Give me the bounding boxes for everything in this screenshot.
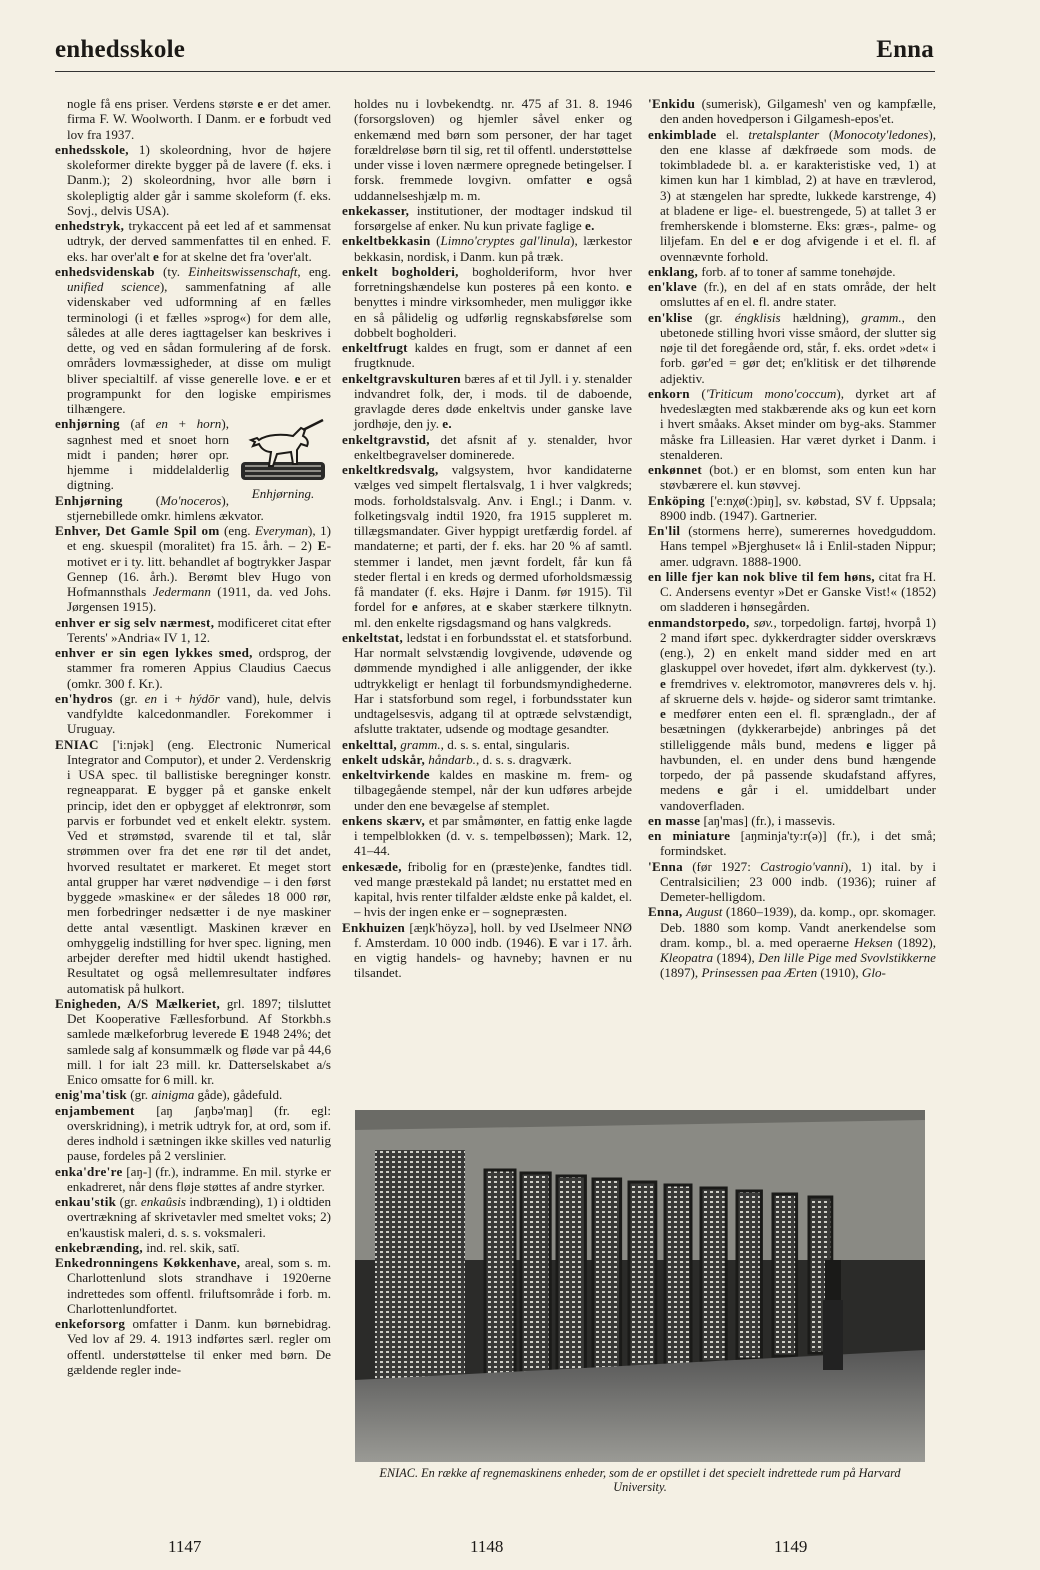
dictionary-entry [648,813,936,828]
dictionary-entry [55,1316,331,1377]
entry-headword: e [717,782,724,798]
entry-italic-text: gramm. [397,736,441,752]
entry-headword: e [259,111,266,127]
entry-headword: enig'ma'tisk [55,1087,127,1103]
entry-text: , eng. [297,263,331,279]
entry-headword: en'klise [648,309,693,325]
entry-headword: Enkedronningens Køkkenhave, [55,1255,241,1270]
dictionary-entry [342,630,632,737]
entry-text: ), sagnhest med et snoet horn midt i panden; hører opr. hjemme i middelalderlig digtning. [67,416,229,493]
entry-headword: enkesæde, [342,858,402,874]
dictionary-entry [55,996,331,1088]
entry-headword: e [866,736,873,752]
entry-text: (1894), [713,950,759,965]
dictionary-entry [648,523,936,569]
entry-text: var i 17. årh. en vigtig handels- og havneby; havnen er nu tilsandet. [354,934,633,981]
entry-headword: e [752,233,759,249]
entry-italic-text: håndarb. [425,751,476,767]
entry-headword: enkens skærv, [342,812,426,828]
entry-text: holdes nu i lovbekendtg. nr. 475 af 31. 8. 1946 (forsorgsloven) og hjemler såvel enker og enkemænd med børn som personer, der har taget forældreløse børn til sig, ret til offentl. understøttelse under visse i loven nærmere opregnede betingelser. I forsk. fremmede lovgivn. omfatter [354,96,632,188]
entry-headword: enkeltgravskulturen [342,370,461,386]
dictionary-entry [648,569,936,615]
entry-text: [aŋ-] (fr.), indramme. En mil. styrke er enkadreret, når dens fløje støttes af andre styrker. [67,1163,331,1194]
dictionary-entry [648,310,936,386]
entry-text: går i el. umiddelbart under vandoverfladen. [660,782,936,813]
running-head-right: Enna [876,36,934,63]
eniac-panel [629,1182,656,1368]
entry-text: et par småmønter, en fattig enke lagde i tempelblokken (d. v. s. tempelbøssen); Mark. 12, 41–44. [354,812,633,859]
dictionary-entry [55,691,331,737]
dictionary-entry [342,859,632,920]
dictionary-entry [648,127,936,264]
entry-italic-text: Limno'cryptes gal'linula [440,233,571,249]
entry-text: indbrænding), 1) i oldtiden overtrækning af skrivetavler med smeltet voks; 2) en'kaustisk maleri, d. s. s. voksmaleri. [67,1194,331,1240]
dictionary-entry [55,615,331,646]
entry-text: fremdrives v. elektromotor, manøvreres dels v. hj. af skruerne dels v. højde- og sideror samt trimtanke. [660,675,936,706]
entry-headword: en masse [648,812,701,828]
entry-text: citat fra H. C. Andersens eventyr »Det er Ganske Vist!« (1852) om sladderen i hønsegården. [660,568,936,615]
entry-text: ind. rel. skik, satī. [142,1239,240,1255]
entry-text: ligger på havbunden, el. en under dens bund hængende torpedo, der på passende skudafstand affyres, medens [660,736,937,798]
entry-italic-text: Heksen [854,934,893,950]
entry-headword: enhver er sin egen lykkes smed, [55,645,253,660]
entry-italic-text: unified science [67,279,160,294]
header-rule [55,71,935,72]
entry-headword: e [294,370,301,386]
entry-text: (før 1927: [682,858,761,874]
page-number-left: 1147 [168,1537,202,1556]
dictionary-entry [342,233,632,264]
entry-headword: en lille fjer kan nok blive til fem høns, [648,568,876,584]
dictionary-entry [55,1194,331,1240]
entry-text: [æŋk'höyzə], holl. by ved IJselmeer NNØ f. Amsterdam. 10 000 indb. (1946). [354,919,632,950]
entry-text: (gr. [126,1087,152,1103]
entry-headword: enmandstorpedo, [648,614,750,630]
column-3 [648,96,936,981]
entry-text: (fr.), en del af en stats område, der helt omsluttes af en el. fl. andre stater. [660,279,936,310]
dictionary-entry [342,371,632,432]
entry-text: (1860–1939), da. komp., opr. skomager. Deb. 1880 som komp. Vandt anerkendelse som dram. komp., bl. a. med operaerne [660,904,936,950]
entry-headword: e [625,279,632,294]
entry-headword: enhjørning [55,416,120,432]
entry-text: ordsprog, der stammer fra romeren Appius Claudius Caecus (omkr. 300 f. Kr.). [67,645,331,691]
dictionary-entry [55,645,331,691]
entry-italic-text: søv. [749,614,774,630]
entry-text: , den ubetonede stilling hvori visse småord, der slutter sig nøje til det foregående ord, står, f. eks. ordet »det« i forb. gør'ed = gør det; en'klitisk er det tilhørende adjektiv. [660,309,936,386]
entry-italic-text: Kleopatra [660,950,714,965]
entry-text: ), lærkestor bekkasin, nordisk, i Danm. kun på træk. [354,233,632,264]
dictionary-entry [648,462,936,493]
entry-text: [aŋ'mas] (fr.), i massevis. [700,812,836,828]
dictionary-entry [342,432,632,463]
entry-headword: enkimblade [648,126,717,142]
entry-headword: enkeltkredsvalg, [342,462,439,477]
entry-headword: E [317,538,327,554]
entry-italic-text: horn [196,416,222,432]
entry-headword: 'Enkidu [648,96,696,111]
entry-headword: e [660,706,667,721]
dictionary-entry [648,279,936,310]
page-number-right: 1149 [774,1537,808,1556]
entry-text: (sumerisk), Gilgamesh' ven og kampfælle, den anden hovedperson i Gilgamesh-epos'et. [660,96,936,127]
entry-headword: En'lil [648,523,681,538]
entry-text: for at skelne det fra 'over'alt. [159,248,312,264]
eniac-panel [701,1188,726,1362]
eniac-panel [521,1173,550,1377]
entry-headword: E [548,934,558,950]
entry-text: (1892), [892,934,936,950]
entry-italic-text: Prinsessen paa Ærten [701,965,818,981]
eniac-photo-image [355,1110,925,1462]
dictionary-entry [55,523,331,615]
entry-text: medfører enten een el. fl. sprængladn., der af besætningen (dykkerarbejde) anbringes på det stilleliggende måls bund, medens [660,706,936,752]
entry-text: kaldes en maskine m. frem- og tilbagegående stempel, når der kun udføres arbejde under den ene bevægelse af stemplet. [354,767,632,813]
entry-headword: enkeforsorg [55,1316,126,1331]
entry-headword: enhver er sig selv nærmest, [55,614,215,630]
entry-headword: en miniature [648,828,731,843]
entry-headword: enhedstryk, [55,218,125,233]
entry-text: nogle få ens priser. Verdens største [67,96,258,111]
entry-italic-text: Castrogio'vanni [760,858,844,874]
entry-text: modificeret citat efter Terents' »Andria« IV 1, 12. [67,614,332,645]
entry-text: ( [689,385,706,401]
page-number-middle: 1148 [470,1537,504,1556]
dictionary-entry [342,340,632,371]
entry-headword: enkeltstat, [342,629,404,645]
entry-italic-text: Den lille Pige med Svovlstikkerne [758,950,936,965]
entry-italic-text: August [686,904,723,920]
entry-text: forb. af to toner af samme tonehøjde. [698,263,896,279]
entry-italic-text: ainigma [151,1087,195,1103]
dictionary-entry [342,462,632,630]
entry-headword: E [240,1026,250,1042]
entry-headword: enkelttal, [342,736,398,752]
entry-headword: enkau'stik [55,1194,117,1209]
dictionary-entry [342,920,632,981]
entry-headword: e [411,599,419,615]
entry-italic-text: Jedermann [152,584,211,599]
entry-text: ), sammenfatning af alle videnskaber ved udformning af en fælles terminologi (i et fælles »sprog«) for dem alle, således at alle deres iagttagelser kan beskrives i dette, og ved en sådan formulering af de forsk. områders lovmæssigheder, at disse om muligt bliver specialtilf. af visse generelle love. [67,279,331,386]
dictionary-entry [55,1103,331,1164]
column-2 [342,96,632,981]
unicorn-icon [237,418,329,482]
dictionary-entry [342,767,632,813]
entry-text: ( [819,126,834,142]
dictionary-entry [55,96,331,142]
dictionary-entry [55,1255,331,1316]
running-head-left: enhedsskole [55,36,186,63]
entry-headword: enka'dre're [55,1163,123,1179]
entry-text: er det amer. firma F. W. Woolworth. I Danm. er [67,96,331,127]
eniac-panel [485,1170,515,1380]
entry-headword: e [660,675,667,691]
entry-text: grl. 1897; tilsluttet Det Kooperative Fællesforbund. Af Storkbh.s samlede mælkeforbrug leverede [67,995,331,1042]
entry-headword: e. [585,218,595,233]
entry-headword: Enigheden, A/S Mælkeriet, [55,995,221,1011]
entry-text: benyttes i mindre virksomheder, men muliggør ikke en så pålidelig og udførlig regnskabsførelse som dobbelt bogholderi. [354,294,632,340]
entry-headword: Enkhuizen [342,919,406,935]
entry-text: [aŋ ʃaŋbə'maŋ] (fr. egl: overskridning), i metrik udtryk for, at ord, som if. deres indhold i sætningen ikke skilles ved naturlig pause, fordeles på 2 verslinier. [67,1102,331,1164]
entry-headword: e [586,172,593,188]
dictionary-entry [648,828,936,859]
entry-text: (1897), [660,965,702,981]
entry-text: ['e:nχø(:)piŋ], sv. købstad, SV f. Uppsala; 8900 indb. (1947). Gartnerier. [660,492,936,523]
entry-headword: Enna, [648,904,683,920]
entry-headword: 'Enna [648,858,683,874]
entry-text: ), stjernebillede omkr. himlens ækvator. [67,492,264,523]
entry-text: bæres af et til Jyll. i y. stenalder indvandret folk, der, i mods. til de daboende, gravlagde deres døde enkeltvis under ganske lave jordhøje, den jy. [354,370,632,432]
dictionary-entry [55,737,331,996]
eniac-panel [773,1194,797,1356]
entry-italic-text: Glo- [861,965,886,981]
entry-text: det afsnit af y. stenalder, hvor enkeltbegravelser dominerede. [354,431,632,462]
entry-headword: enkeltvirkende [342,767,430,782]
eniac-panel [665,1185,691,1365]
entry-text: ), den ene klasse af dækfrøede som mods. de tokimbladede bl. a. er karakteristiske ved, 1) at kimen kun har 1 kimblad, 2) at have en trævlerod, 3) at stængelen har spredte, lukkede karstrenge, 4) at bladene er lige- el. buestrengede, 5) at tallet 3 er fremherskende i blomsterne. Eks: græs-, palme- og liljefam. En del [660,126,936,249]
dictionary-entry [55,218,331,264]
entry-text: bogholderiform, hvor hver forretningshændelse kun posteres på een konto. [354,263,632,294]
entry-text: ), dyrket art af hvedeslægten med stakbærende aks og kun eet korn i hvert småaks. Akset minder om byg-aks. Stammer måske fra Lilleasien. Har været dyrket i Danm. i stenalderen. [660,385,937,462]
entry-italic-text: en [144,690,158,706]
entry-text: (af [119,416,156,432]
entry-italic-text: 'Triticum mono'coccum [705,385,837,401]
entry-text: omfatter i Danm. kun børnebidrag. Ved lov af 29. 4. 1913 indførtes særl. regler om offentl. understøttelse til enker med børn. De gældende regler inde- [67,1316,331,1377]
entry-text: ledstat i en forbundsstat el. et statsforbund. Har normalt selvstændig lovgivende, udøvende og dømmende myndighed i alle anliggender, der ikke udtrykkeligt er henlagt til forbundsmyndighederne. Har i statsforbund som regel, i forbundsstater kun undtagelsesvis, adgang til at optræde selvstændigt, afslutte traktater, udsende og modtage gesandter. [354,629,632,737]
entry-text: , d. s. s. dragværk. [475,751,572,767]
entry-italic-text: en [155,416,168,432]
entry-headword: Enhver, Det Gamle Spil om [55,523,220,538]
entry-headword: E [147,782,157,798]
entry-text: ), 1) ital. by i Centralsicilien; 23 000 indb. (1936); ruiner af Demeter-helligdom. [660,858,936,904]
entry-text: (stormens herre), sumerernes hovedguddom. Hans tempel »Bjerghuset« lå i Enlil-staden Nippur; amer. udgravn. 1888-1900. [660,523,936,569]
entry-headword: enkekasser, [342,202,410,218]
entry-headword: enjambement [55,1102,135,1118]
entry-italic-text: gramm. [861,309,902,325]
entry-text: anføres, at [418,599,487,615]
entry-headword: e [152,248,160,264]
entry-headword: enklang, [648,263,699,279]
entry-text: også uddannelseshjælp m. m. [354,172,633,203]
entry-headword: enkelt bogholderi, [342,263,459,279]
entry-italic-text: Monocoty'ledones [833,126,929,142]
dictionary-entry [648,859,936,905]
entry-text: , torpedolign. fartøj, hvorpå 1) 2 mand iført spec. dykkerdragter sidder overskrævs (eng.), 2) en enkelt mand sidder med en art glaskuppel over hovedet, iført alm. dykkervest (ty.). [660,614,936,676]
dictionary-entry [648,904,936,980]
entry-text: hældning), [780,309,862,325]
entry-headword: enkeltbekkasin [342,233,431,249]
entry-text: [aŋminja'ty:r(ə)] (fr.), i det små; formindsket. [660,828,937,859]
dictionary-entry [342,813,632,859]
entry-headword: enkorn [648,385,690,401]
eniac-panel [557,1176,585,1374]
entry-italic-text: enkaûsis [140,1194,186,1209]
entry-text: (1910), [817,965,862,981]
entry-text: ['i:njək] (eng. Electronic Numerical Integrator and Computor), et under 2. Verdenskrig i USA spec. til ballistiske beregninger konstr. regneapparat. [67,736,331,798]
entry-text: er dog afvigende i et el. fl. af ovennævnte forhold. [660,233,937,264]
entry-text: 1948 24%; det samlede salg af konsummælk og fløde var på 44,6 mill. l for ialt 23 mill. kr. Datterselskabet a/s Enico omsatte for 6 mill. kr. [67,1026,331,1087]
entry-italic-text: Mo'noceros [160,492,222,508]
entry-headword: enhedsskole, [55,141,129,157]
entry-headword: enkeltgravstid, [342,431,430,447]
entry-text: + [167,416,197,432]
entry-italic-text: hýdōr [189,690,220,706]
entry-text: skaber stærkere tilknytn. ml. den enkelte rigsdagsmand og hans valgkreds. [354,599,632,630]
entry-headword: enkønnet [648,462,703,477]
entry-headword: enhedsvidenskab [55,263,155,279]
dictionary-entry [648,96,936,127]
entry-text: gåde), gådefuld. [194,1087,283,1103]
entry-italic-text: éngklisis [734,309,781,325]
entry-headword: e [486,599,493,615]
dictionary-entry [342,96,632,203]
dictionary-entry [55,1240,331,1255]
dictionary-entry [55,1087,331,1102]
dictionary-entry [648,264,936,279]
dictionary-entry [55,264,331,417]
entry-text: (eng. [219,523,255,538]
entry-text: el. [716,126,749,142]
entry-text: fribolig for en (præste)enke, fandtes tidl. ved mange præstekald på landet; nu erstattet med en kapital, hvis renter tilfalder ældste enke på kaldet, el. – hvis der ingen enke er – sognepræsten. [354,858,632,920]
entry-italic-text: Everyman [254,523,309,538]
entry-headword: en'klave [648,279,697,294]
entry-text: (bot.) er en blomst, som enten kun har støvbærere el. kun støvvej. [660,462,936,493]
eniac-photograph [355,1110,925,1462]
dictionary-entry [648,493,936,524]
dictionary-entry [342,737,632,752]
entry-text: er et programpunkt for den logiske empirismes tilhængere. [67,370,331,416]
entry-text: (gr. [116,1194,141,1209]
entry-text: (1911, da. ved Johs. Jørgensen 1915). [67,584,331,615]
entry-text: (gr. [692,309,735,325]
entry-headword: en'hydros [55,690,113,706]
eniac-panel [593,1179,621,1371]
unicorn-illustration [235,418,331,501]
entry-text: , d. s. s. ental, singularis. [440,736,570,752]
entry-text: kaldes en frugt, som er dannet af een frugtknude. [354,340,632,371]
entry-text: bygger på et ganske enkelt princip, idet den er opbygget af elektronrør, som parvis er forbundet ved et enkelt elektr. system. Ved et strømstød, svarende til et tal, slår strømmen over fra det ene rør til det andet, hvorved resultatet er markeret. Et meget stort antal grupper har været nødvendige – i den først byggede »maskine« er der således 18 000 rør, men forbedringer nedsætter i de nye maskiner dette antal væsentligt. Maskinen kræver en omhyggelig indstilling for hver spec. ligning, men arbejder derefter med hidtil ukendt hastighed. Resultatet og også mellemresultater indføres automatisk på hulkort. [67,782,331,996]
entry-italic-text: Einheitswissenschaft [188,263,298,279]
dictionary-entry [648,386,936,462]
dictionary-entry [342,752,632,767]
dictionary-entry [648,615,936,813]
entry-text: trykaccent på eet led af et sammensat udtryk, der derved sammenfattes til en enhed. F. eks. har over'alt [67,218,331,264]
entry-text: i + [157,690,190,706]
entry-text: (gr. [112,690,145,706]
entry-headword: enkebrænding, [55,1239,143,1255]
entry-text: ), 1) et eng. skuespil (moralitet) fra 15. årh. – 2) [67,523,331,554]
entry-headword: enkeltfrugt [342,340,408,355]
entry-headword: e [257,96,264,111]
entry-text: (ty. [154,263,189,279]
entry-headword: Enköping [648,492,705,508]
entry-headword: ENIAC [55,736,99,752]
entry-headword: e. [442,416,452,432]
entry-text: areal, som s. m. Charlottenlund slots strandhave i 1920erne indrettedes som offentl. friluftsområde i forb. m. Charlottenlundfortet. [67,1255,331,1316]
entry-text: forbudt ved lov fra 1937. [67,111,332,142]
entry-headword: enkelt udskår, [342,751,426,767]
entry-headword: Enhjørning [55,492,123,508]
dictionary-entry [342,203,632,234]
entry-text: valgsystem, hvor kandidaterne vælges ved simpelt flertalsvalg, 1 i hver valgkreds; mods. forholdstalsvalg. Anv. i Engl.; i Danm. v. folketingsvalg indtil 1920, fra 1915 suppleret m. tillægsmandater. Giver hyppigt uretfærdig fordel. af mandaterne; et parti, der f. eks. har 20 % af samtl. stemmer i landet, men jævnt fordelt, får kun få steder flertal i en kreds og dermed uforholdsmæssig få mandater (f. eks. Højre i Danm. før 1915). Til fordel for [354,462,632,615]
entry-text: ( [122,492,161,508]
dictionary-entry [55,142,331,218]
photo-caption: ENIAC. En række af regnemaskinens enheder, som de er opstillet i det specielt indrettede rum på Harvard University. [379,1466,901,1494]
eniac-panel [737,1191,761,1359]
dictionary-entry [55,1164,331,1195]
entry-text: vand), hule, delvis vandfyldte kalcedonmandler. Forekommer i Uruguay. [67,690,332,737]
entry-text: 1) skoleordning, hvor de højere skoleformer direkte bygger på de lavere (f. eks. i Danm.); 2) skoleordning, hvor alle børn i skolepligtig alder går i samme skoleform (f. eks. Sovj., delvis USA). [67,141,331,218]
entry-text: institutioner, der modtager indskud til forsørgelse af enker. Nu kun private faglige [354,202,632,233]
column-1 [55,96,331,1377]
illustration-caption: Enhjørning. [251,485,315,501]
dictionary-entry [342,264,632,340]
entry-text: ( [430,233,441,249]
entry-text: -motivet er i ty. litt. behandlet af bogtrykker Jaspar Gennep (16. årh.). Berømt blev Hugo von Hofmannsthals [67,538,331,599]
entry-italic-text: tretalsplanter [748,126,820,142]
